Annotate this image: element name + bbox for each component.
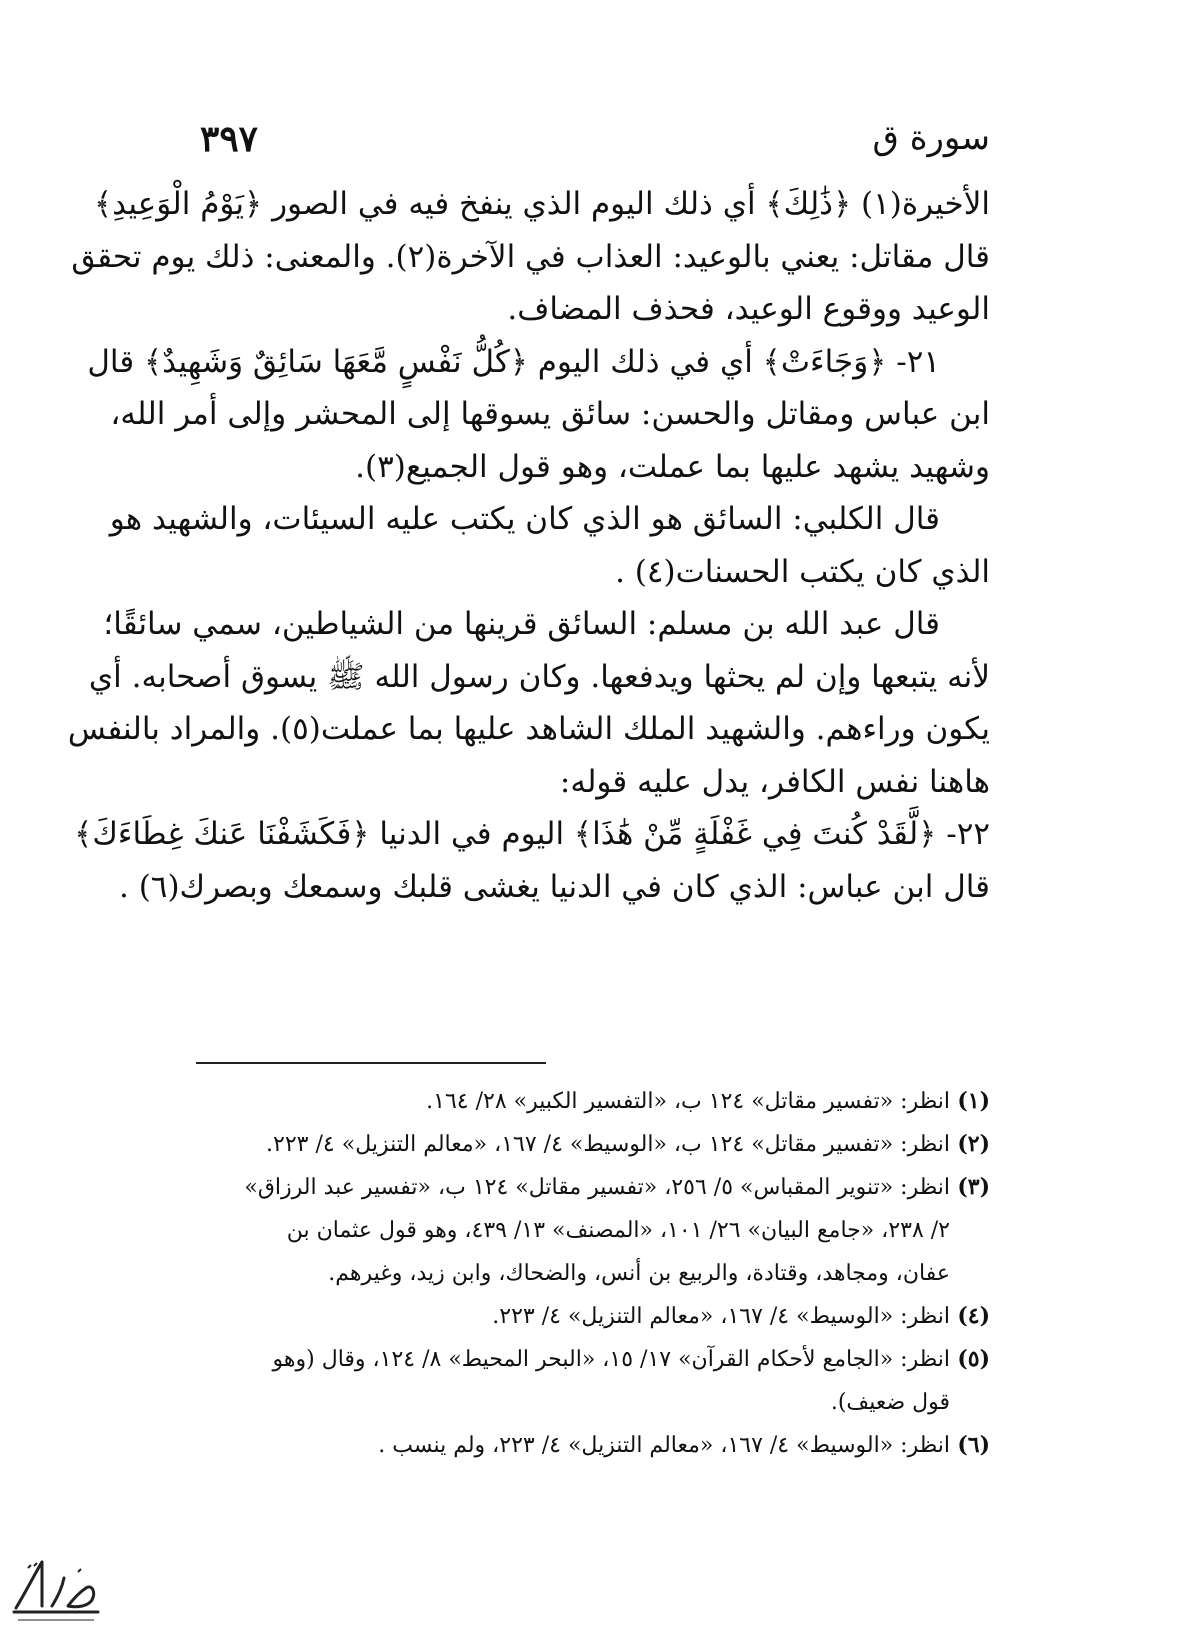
footnote-separator xyxy=(196,1062,546,1064)
text-line: قال الكلبي: السائق هو الذي كان يكتب عليه السيئات، والشهيد هو xyxy=(109,501,940,537)
footnote-text: انظر: «الوسيط» ٤/ ١٦٧، «معالم التنزيل» ٤/ ٢٢٣. xyxy=(492,1304,950,1329)
footnote-text: انظر: «تفسير مقاتل» ١٢٤ ب، «التفسير الكبير» ٢٨/ ١٦٤. xyxy=(426,1089,950,1114)
text-line: ٢١- ﴿وَجَاءَتْ﴾ أي في ذلك اليوم ﴿كُلُّ نَفْسٍ مَّعَهَا سَائِقٌ وَشَهِيدٌ﴾ قال xyxy=(87,343,940,380)
footnote xyxy=(140,1338,990,1381)
main-text xyxy=(67,178,990,913)
text-line: لأنه يتبعها وإن لم يحثها ويدفعها. وكان رسول الله ﷺ يسوق أصحابه. أي xyxy=(88,658,990,695)
page-number: ٣٩٧ xyxy=(200,118,259,160)
text-line: الذي كان يكتب الحسنات(٤) . xyxy=(615,553,990,590)
footnote-number: (١) xyxy=(957,1088,990,1114)
footnote-number: (٤) xyxy=(957,1303,990,1329)
text-line: قال ابن عباس: الذي كان في الدنيا يغشى قلبك وسمعك وبصرك(٦) . xyxy=(118,868,990,905)
footnote-text: انظر: «الجامع لأحكام القرآن» ١٧/ ١٥، «البحر المحيط» ٨/ ١٢٤، وقال (وهو xyxy=(272,1347,950,1372)
page-header xyxy=(200,118,990,178)
footnote-number: (٢) xyxy=(957,1131,990,1157)
footnote xyxy=(140,1080,990,1123)
text-line: قال مقاتل: يعني بالوعيد: العذاب في الآخرة(٢). والمعنى: ذلك يوم تحقق xyxy=(71,238,990,275)
footnote-number: (٥) xyxy=(957,1346,990,1372)
footnote-text: انظر: «الوسيط» ٤/ ١٦٧، «معالم التنزيل» ٤/ ٢٢٣، ولم ينسب . xyxy=(378,1433,950,1458)
footnote-text: انظر: «تفسير مقاتل» ١٢٤ ب، «الوسيط» ٤/ ١٦٧، «معالم التنزيل» ٤/ ٢٢٣. xyxy=(266,1132,950,1157)
text-line: وشهيد يشهد عليها بما عملت، وهو قول الجميع(٣). xyxy=(355,448,990,485)
surah-title: سورة ق xyxy=(872,118,990,158)
footnote xyxy=(140,1295,990,1338)
text-line: ابن عباس ومقاتل والحسن: سائق يسوقها إلى المحشر وإلى أمر الله، xyxy=(110,396,990,432)
text-line: الأخيرة(١) ﴿ذَٰلِكَ﴾ أي ذلك اليوم الذي ينفخ فيه في الصور ﴿يَوْمُ الْوَعِيدِ﴾ xyxy=(94,186,990,222)
text-line: يكون وراءهم. والشهيد الملك الشاهد عليها بما عملت(٥). والمراد بالنفس xyxy=(67,711,990,747)
text-line: هاهنا نفس الكافر، يدل عليه قوله: xyxy=(559,763,990,800)
footnote-number: (٦) xyxy=(957,1432,990,1458)
footnote-continuation: قول ضعيف). xyxy=(830,1390,950,1415)
text-line: ٢٢- ﴿لَّقَدْ كُنتَ فِي غَفْلَةٍ مِّنْ هَٰذَا﴾ اليوم في الدنيا ﴿فَكَشَفْنَا عَنكَ غِطَاءَكَ﴾ xyxy=(74,816,990,852)
footnote xyxy=(140,1123,990,1166)
text-line: قال عبد الله بن مسلم: السائق قرينها من الشياطين، سمي سائقًا؛ xyxy=(103,606,940,642)
text-line: الوعيد ووقوع الوعيد، فحذف المضاف. xyxy=(507,291,990,327)
footnotes xyxy=(140,1080,990,1467)
footnote-text: انظر: «تنوير المقباس» ٥/ ٢٥٦، «تفسير مقاتل» ١٢٤ ب، «تفسير عبد الرزاق» xyxy=(244,1175,950,1200)
footnote xyxy=(140,1424,990,1467)
publisher-logo xyxy=(8,1548,104,1626)
footnote-continuation: عفان، ومجاهد، وقتادة، والربيع بن أنس، والضحاك، وابن زيد، وغيرهم. xyxy=(328,1261,950,1286)
footnote-continuation: ٢/ ٢٣٨، «جامع البيان» ٢٦/ ١٠١، «المصنف» ١٣/ ٤٣٩، وهو قول عثمان بن xyxy=(286,1218,950,1243)
footnote-number: (٣) xyxy=(957,1174,990,1200)
footnote xyxy=(140,1166,990,1209)
